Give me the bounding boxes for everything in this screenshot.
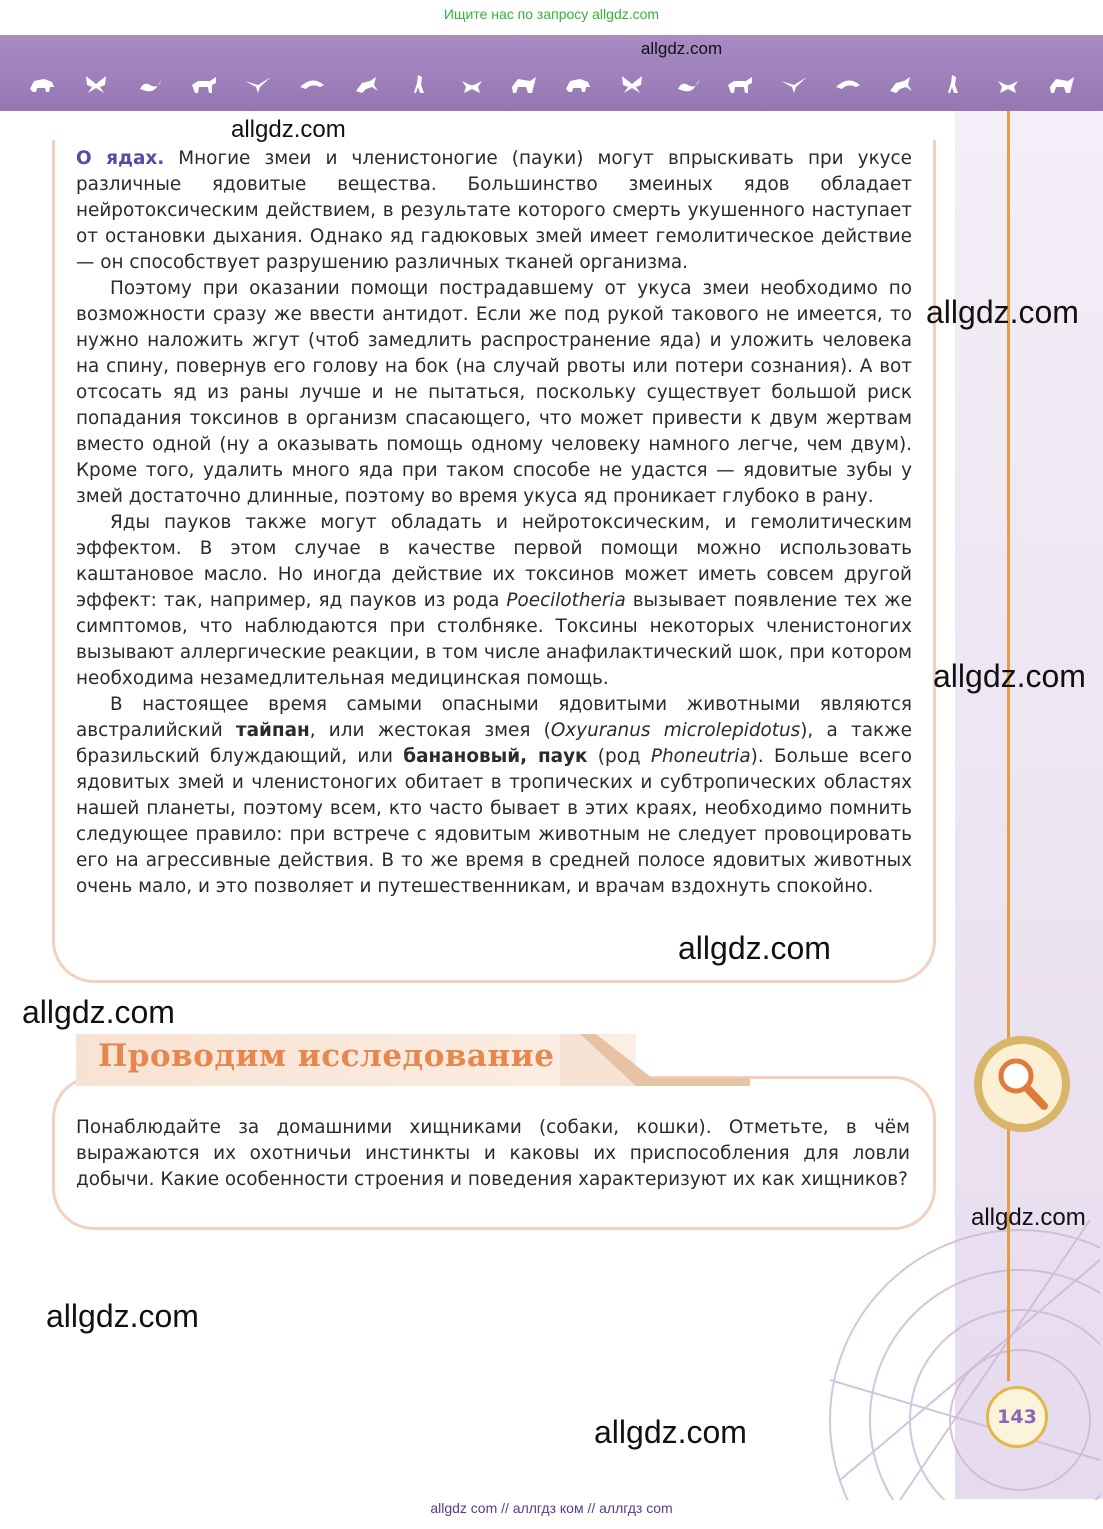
watermark: allgdz.com — [46, 1298, 199, 1334]
wolf-icon — [510, 73, 538, 95]
paragraph-4-text-f: ). Больше всего ядовитых змей и членистоногих обитает в тропических и субтропических областях нашей планеты, поэтому всем, кто часто бывает в этих краях, необходимо помнить следующее правило: при встрече с ядовитым животным не следует провоцировать его на агрессивные действия. В то же время в средней полосе ядовитых животных очень мало, и это позволяет и путешественникам, и врачам вздохнуть спокойно. — [76, 746, 913, 897]
genus-phoneutria: Phoneutria — [650, 746, 751, 767]
genus-poecilotheria: Poecilotheria — [506, 590, 626, 611]
bird-icon — [244, 73, 272, 95]
scorpion-icon — [136, 73, 164, 95]
banner-site-watermark: allgdz.com — [640, 39, 723, 58]
monkey-icon — [564, 73, 592, 95]
watermark: allgdz.com — [971, 1204, 1086, 1231]
butterfly-icon — [674, 73, 702, 95]
paragraph-4-text-a: В настоящее время самыми опасными ядовитыми животными являются австралийский — [76, 694, 912, 741]
decorative-circles-icon — [800, 1220, 1100, 1500]
research-title: Проводим исследование — [98, 1038, 555, 1074]
paragraph-2: Поэтому при оказании помощи пострадавшему от укуса змеи необходимо по возможности сразу же ввести антидот. Если же под рукой такового не имеется, то нужно наложить жгут (чтоб замедлить распространение яда) и уложить человека на спину, повернув его голову на бок (на случай рвоты или потери сознания). А вот отсосать яд из раны лучше и не пытаться, поскольку существует большой риск попадания токсинов в организм спасающего, что может привести к двум жертвам вместо одной (ну а оказывать помощь одному человеку намного легче, чем двум). Кроме того, удалить много яда при таком способе не удастся — ядовитые зубы у змей достаточно длинные, поэтому во время укуса яд проникает глубоко в рану. — [76, 278, 912, 507]
watermark: allgdz.com — [678, 930, 831, 966]
research-text: Понаблюдайте за домашними хищниками (собаки, кошки). Отметьте, в чём выражаются их охотничьи инстинкты и каковы их приспособления для ловли добычи. Какие особенности строения и поведения характеризуют их как хищников? — [76, 1117, 910, 1190]
paragraph-1-text: Многие змеи и членистоногие (пауки) могут впрыскивать при укусе различные ядовитые вещества. Большинство змеиных ядов обладает нейротоксическим действием, в результате которого смерть укушенного наступает от остановки дыхания. Однако яд гадюковых змей имеет гемолитическое действие — он способствует разрушению различных тканей организма. — [76, 148, 912, 273]
top-note: Ищите нас по запросу allgdz.com — [443, 6, 660, 22]
watermark: allgdz.com — [926, 294, 1079, 330]
paragraph-4 — [76, 692, 912, 900]
species-oxyuranus: Oxyuranus microlepidotus — [550, 720, 801, 741]
header-banner — [0, 35, 1103, 111]
dolphin-icon — [298, 73, 326, 95]
fish-icon — [618, 73, 646, 95]
bee-icon — [458, 73, 486, 95]
paragraph-3-text-a: Яды пауков также могут обладать и нейротоксическим, и гемолитическим эффектом. В этом случае в качестве первой помощи можно использовать каштановое масло. Но иногда действие их токсинов может иметь совсем другой эффект: так, например, яд пауков из рода — [76, 512, 912, 611]
paragraph-3-text-b: вызывает появление тех же симптомов, что наблюдаются при столбняке. Токсины некоторых членистоногих вызывают аллергические реакции, в том числе анафилактический шок, при котором необходима незамедлительная медицинская помощь. — [76, 590, 912, 689]
paragraph-lead: О ядах. — [76, 148, 165, 169]
rhino-icon — [726, 73, 754, 95]
bird-icon — [886, 73, 914, 95]
footer-note: allgdz com // аллгдз ком // аллгдз com — [430, 1500, 673, 1516]
horse-icon — [190, 73, 218, 95]
paragraph-4-text-c: , или жестокая змея ( — [309, 720, 551, 741]
lizard-icon — [994, 73, 1022, 95]
paragraph-4-text-e: (род — [587, 746, 651, 767]
butterfly-icon — [82, 73, 110, 95]
article-text — [76, 146, 912, 900]
meerkat-icon — [1048, 73, 1076, 95]
horse-icon — [834, 73, 862, 95]
lizard-icon — [352, 73, 380, 95]
watermark: allgdz.com — [594, 1414, 747, 1450]
tab-ribbon-icon — [560, 1034, 760, 1090]
rhino-icon — [28, 73, 56, 95]
meerkat-icon — [406, 73, 434, 95]
dolphin-icon — [940, 73, 968, 95]
watermark: allgdz.com — [22, 994, 175, 1030]
term-banana-spider: банановый, паук — [403, 746, 588, 767]
paragraph-1 — [76, 146, 912, 276]
page-number: 143 — [986, 1386, 1048, 1448]
watermark: allgdz.com — [933, 658, 1086, 694]
magnifier-icon — [972, 1034, 1072, 1134]
paragraph-4-text-d: ), а также бразильский блуждающий, или — [76, 720, 912, 767]
paragraph-3 — [76, 510, 912, 692]
term-taipan: тайпан — [235, 720, 310, 741]
watermark: allgdz.com — [231, 116, 346, 143]
scorpion-icon — [780, 73, 808, 95]
